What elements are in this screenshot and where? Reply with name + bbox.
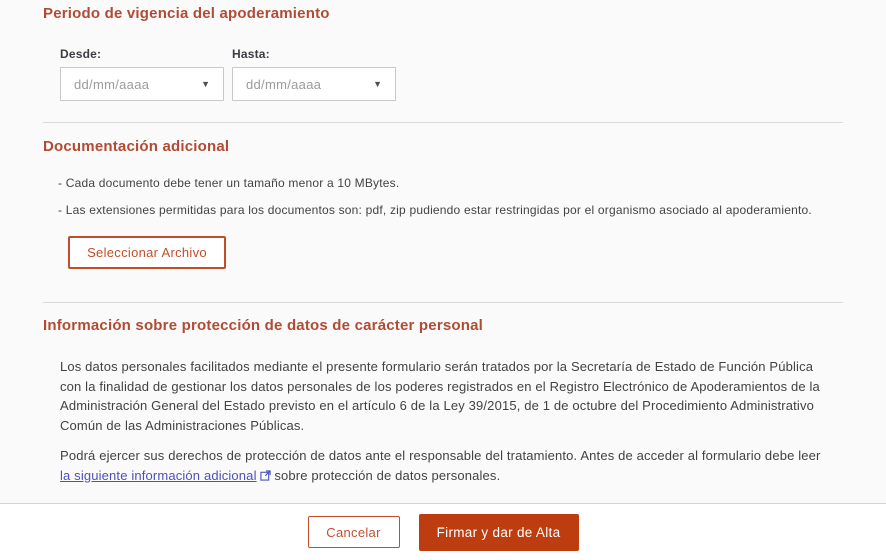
data-protection-paragraph-2: [43, 446, 821, 485]
hasta-label: Hasta:: [232, 47, 270, 61]
chevron-down-icon: ▼: [201, 78, 210, 89]
section-divider: [43, 122, 843, 123]
desde-date-placeholder: dd/mm/aaaa: [74, 76, 150, 92]
documentacion-notes: [43, 176, 843, 217]
doc-note-extensions: - Las extensiones permitidas para los documentos son: pdf, zip pudiendo estar restringidas por el organismo asociado al apoderamiento.: [58, 203, 812, 217]
desde-field-group: [60, 47, 224, 101]
doc-note-size-limit: - Cada documento debe tener un tamaño menor a 10 MBytes.: [58, 176, 400, 190]
external-link-icon: [260, 470, 271, 481]
chevron-down-icon: ▼: [373, 78, 382, 89]
desde-date-select[interactable]: [60, 67, 224, 101]
section-title-proteccion-datos: Información sobre protección de datos de carácter personal: [43, 317, 484, 334]
hasta-date-select[interactable]: [232, 67, 396, 101]
cancel-button[interactable]: Cancelar: [308, 516, 400, 548]
paragraph-2-text-before-link: Podrá ejercer sus derechos de protección de datos ante el responsable del tratamiento. Antes de acceder al formulario debe leer: [60, 448, 821, 463]
additional-info-link-label: la siguiente información adicional: [60, 467, 257, 483]
section-title-documentacion-adicional: Documentación adicional: [43, 138, 230, 155]
section-divider: [43, 302, 843, 303]
hasta-field-group: [232, 47, 396, 101]
select-file-button[interactable]: Seleccionar Archivo: [68, 236, 226, 269]
paragraph-2-text-after-link: sobre protección de datos personales.: [270, 467, 501, 483]
hasta-date-placeholder: dd/mm/aaaa: [246, 76, 322, 92]
data-protection-paragraph-1: Los datos personales facilitados mediante el presente formulario serán tratados por la Secretaría de Estado de Función Pública con la finalidad de gestionar los datos personales de los poderes registrados en el Registro Electrónico de Apoderamientos de la Administración General del Estado previsto en el artículo 6 de la Ley 39/2015, de 1 de octubre del Procedimiento Administrativo Común de las Administraciones Públicas.: [60, 359, 820, 433]
additional-info-link[interactable]: [60, 468, 271, 483]
section-title-periodo-vigencia: Periodo de vigencia del apoderamiento: [43, 5, 330, 22]
desde-label: Desde:: [60, 47, 102, 61]
date-range-row: [43, 47, 843, 101]
footer-action-bar: [0, 504, 886, 560]
sign-and-submit-button[interactable]: Firmar y dar de Alta: [419, 514, 579, 551]
